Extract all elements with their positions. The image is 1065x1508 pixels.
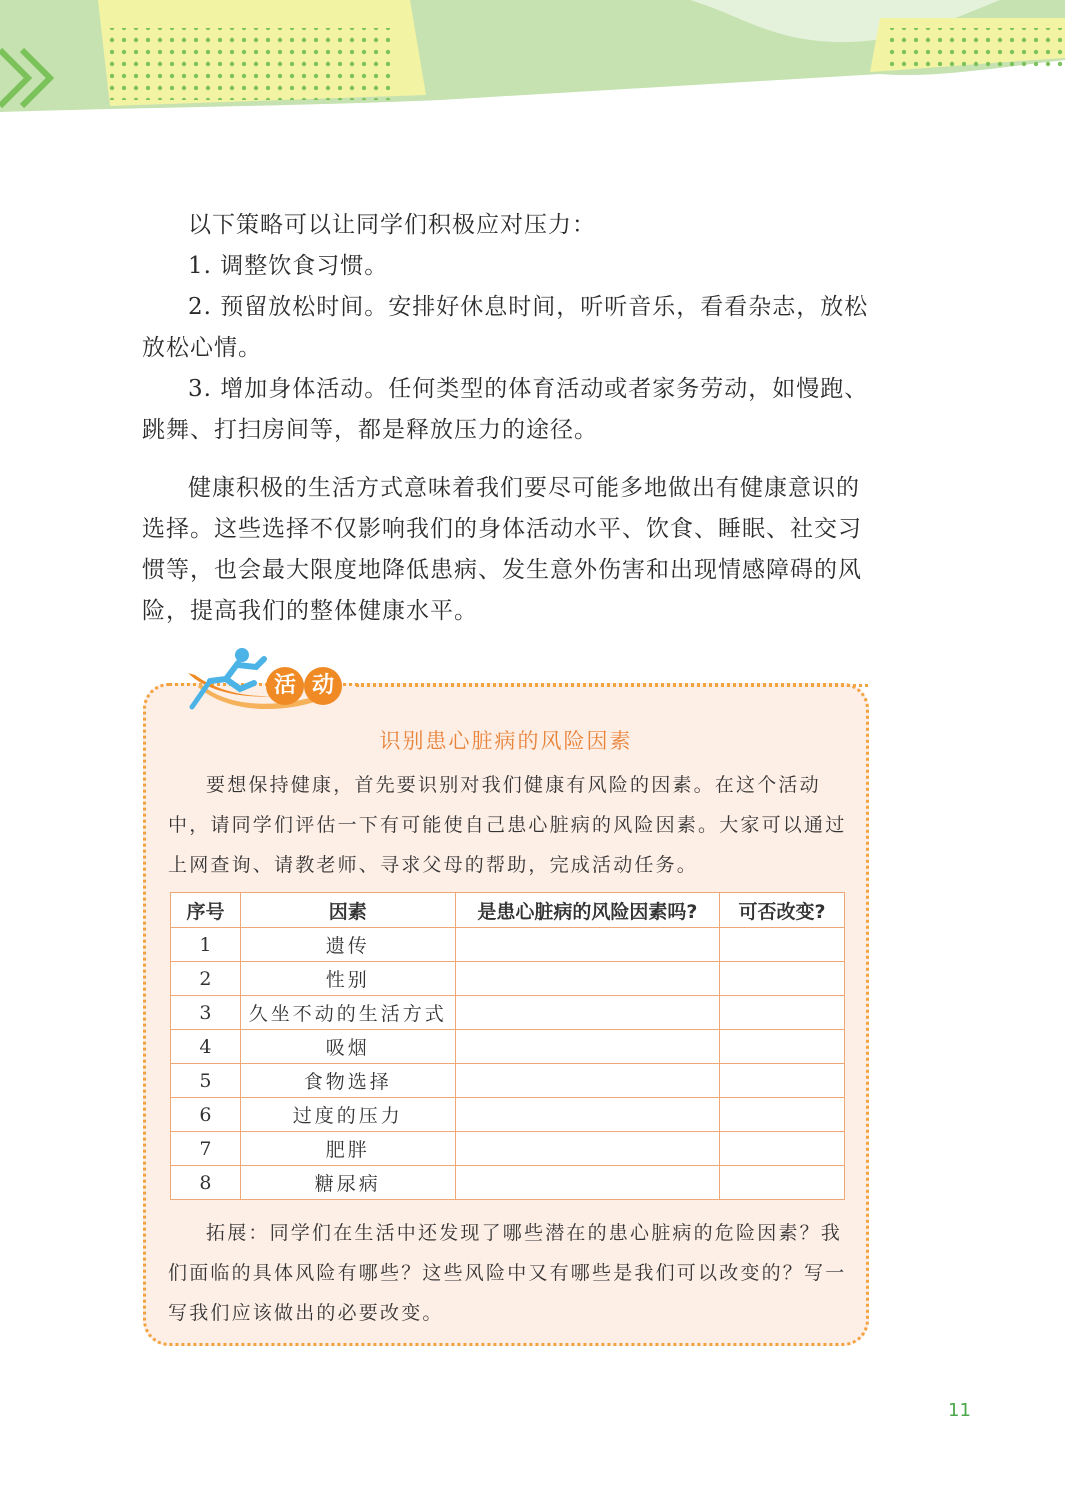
activity-extension	[168, 1213, 848, 1333]
header-factor: 因素	[240, 893, 455, 928]
row-changeable-answer[interactable]	[720, 1064, 845, 1098]
risk-factor-table	[170, 892, 845, 1200]
body-text	[142, 205, 877, 632]
row-number: 8	[171, 1166, 241, 1200]
row-factor: 过度的压力	[240, 1098, 455, 1132]
row-factor: 食物选择	[240, 1064, 455, 1098]
row-factor: 肥胖	[240, 1132, 455, 1166]
row-is-risk-answer[interactable]	[455, 996, 720, 1030]
row-number: 4	[171, 1030, 241, 1064]
table-row	[171, 1064, 845, 1098]
strategies-lead: 以下策略可以让同学们积极应对压力：	[188, 212, 596, 238]
row-factor: 久坐不动的生活方式	[240, 996, 455, 1030]
row-number: 3	[171, 996, 241, 1030]
table-row	[171, 1166, 845, 1200]
table-row	[171, 1030, 845, 1064]
row-factor: 遗传	[240, 928, 455, 962]
row-factor: 吸烟	[240, 1030, 455, 1064]
row-number: 7	[171, 1132, 241, 1166]
table-row	[171, 1132, 845, 1166]
row-is-risk-answer[interactable]	[455, 928, 720, 962]
row-is-risk-answer[interactable]	[455, 1098, 720, 1132]
row-is-risk-answer[interactable]	[455, 1064, 720, 1098]
activity-badge-char-1: 活	[266, 667, 304, 705]
table-row	[171, 1098, 845, 1132]
activity-title: 识别患心脏病的风险因素	[379, 729, 633, 753]
activity-intro	[168, 765, 848, 885]
row-number: 2	[171, 962, 241, 996]
table-row	[171, 928, 845, 962]
row-number: 6	[171, 1098, 241, 1132]
table-row	[171, 996, 845, 1030]
row-is-risk-answer[interactable]	[455, 1132, 720, 1166]
header-decoration	[0, 0, 1065, 125]
row-changeable-answer[interactable]	[720, 1132, 845, 1166]
row-changeable-answer[interactable]	[720, 928, 845, 962]
row-changeable-answer[interactable]	[720, 996, 845, 1030]
summary-paragraph: 健康积极的生活方式意味着我们要尽可能多地做出有健康意识的选择。这些选择不仅影响我们的身体活动水平、饮食、睡眠、社交习惯等，也会最大限度地降低患病、发生意外伤害和出现情感障碍的风险，提高我们的整体健康水平。	[142, 475, 862, 624]
strategy-item-1: 1. 调整饮食习惯。	[188, 253, 389, 279]
header-number: 序号	[171, 893, 241, 928]
row-is-risk-answer[interactable]	[455, 1166, 720, 1200]
strategy-item-3: 3. 增加身体活动。任何类型的体育活动或者家务劳动，如慢跑、跳舞、打扫房间等，都是释放压力的途径。	[142, 376, 869, 443]
table-header-row	[171, 893, 845, 928]
table-row	[171, 962, 845, 996]
row-changeable-answer[interactable]	[720, 962, 845, 996]
row-changeable-answer[interactable]	[720, 1098, 845, 1132]
header-is-risk: 是患心脏病的风险因素吗?	[455, 893, 720, 928]
activity-extension-text: 拓展：同学们在生活中还发现了哪些潜在的患心脏病的危险因素？我们面临的具体风险有哪些？这些风险中又有哪些是我们可以改变的？写一写我们应该做出的必要改变。	[168, 1222, 847, 1324]
row-is-risk-answer[interactable]	[455, 1030, 720, 1064]
row-changeable-answer[interactable]	[720, 1030, 845, 1064]
page-number: 11	[948, 1400, 971, 1421]
header-changeable: 可否改变?	[720, 893, 845, 928]
row-is-risk-answer[interactable]	[455, 962, 720, 996]
row-factor: 性别	[240, 962, 455, 996]
strategy-item-2: 2. 预留放松时间。安排好休息时间，听听音乐，看看杂志，放松放松心情。	[142, 294, 869, 361]
row-number: 1	[171, 928, 241, 962]
activity-badge-char-2: 动	[304, 667, 342, 705]
row-factor: 糖尿病	[240, 1166, 455, 1200]
activity-intro-text: 要想保持健康，首先要识别对我们健康有风险的因素。在这个活动中，请同学们评估一下有可能使自己患心脏病的风险因素。大家可以通过上网查询、请教老师、寻求父母的帮助，完成活动任务。	[168, 774, 847, 876]
row-changeable-answer[interactable]	[720, 1166, 845, 1200]
activity-top-border	[356, 684, 868, 687]
row-number: 5	[171, 1064, 241, 1098]
